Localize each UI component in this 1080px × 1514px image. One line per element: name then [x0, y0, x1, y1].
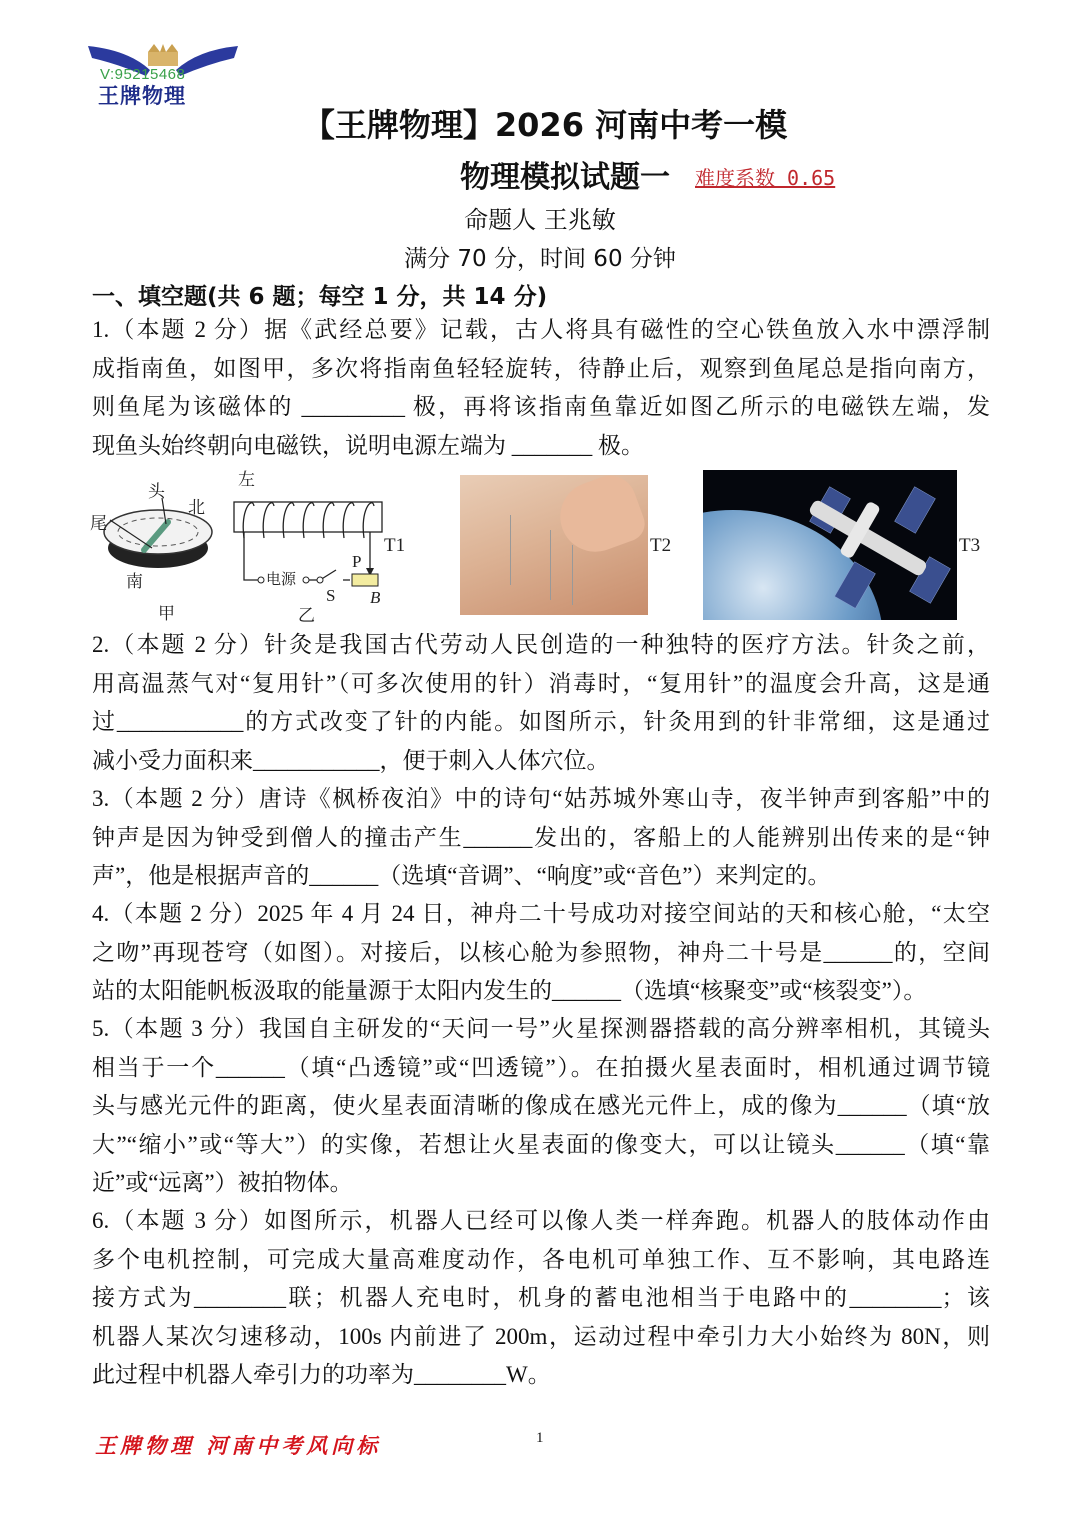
question-line: 用高温蒸气对“复用针”（可多次使用的针）消毒时，“复用针”的温度会升高，这是通 — [92, 670, 990, 696]
difficulty-label: 难度系数 0.65 — [695, 166, 836, 190]
label-t2: T2 — [650, 535, 672, 556]
label-t1: T1 — [384, 535, 406, 556]
label-s: S — [326, 586, 336, 605]
acupuncture-photo — [460, 475, 648, 615]
score-time-line: 满分 70 分，时间 60 分钟 — [404, 246, 676, 272]
figure-electromagnet — [228, 470, 418, 625]
question-line: 此过程中机器人牵引力的功率为________W。 — [92, 1362, 551, 1387]
question-line: 站的太阳能帆板汲取的能量源于太阳内发生的______（选填“核聚变”或“核裂变”）。 — [92, 978, 927, 1003]
section-heading: 一、填空题(共 6 题；每空 1 分，共 14 分) — [92, 284, 548, 310]
figure-compass — [88, 470, 228, 625]
logo-watermark: V:95215468 — [100, 66, 186, 83]
question-line: 2.（本题 2 分）针灸是我国古代劳动人民创造的一种独特的医疗方法。针灸之前， — [92, 632, 990, 657]
author-line: 命题人 王兆敏 — [464, 206, 616, 234]
station-icon — [703, 470, 957, 620]
page-number: 1 — [536, 1430, 544, 1446]
question-line: 5.（本题 3 分）我国自主研发的“天问一号”火星探测器搭载的高分辨率相机，其镜头 — [92, 1016, 990, 1041]
label-p: P — [352, 552, 362, 571]
question-5 — [92, 1010, 990, 1203]
label-left: 左 — [238, 470, 255, 489]
question-line: 1.（本题 2 分）据《武经总要》记载，古人将具有磁性的空心铁鱼放入水中漂浮制 — [92, 317, 990, 342]
question-line: 过___________的方式改变了针的内能。如图所示，针灸用到的针非常细，这是通过 — [92, 709, 990, 734]
question-line: 6.（本题 3 分）如图所示，机器人已经可以像人类一样奔跑。机器人的肢体动作由 — [92, 1208, 990, 1233]
question-4 — [92, 895, 990, 1011]
label-south: 南 — [126, 572, 143, 591]
question-line: 3.（本题 2 分）唐诗《枫桥夜泊》中的诗句“姑苏城外寒山寺，夜半钟声到客船”中的 — [92, 786, 990, 811]
question-line: 头与感光元件的距离，使火星表面清晰的像成在感光元件上，成的像为______（填“放 — [92, 1093, 990, 1118]
exam-title: 【王牌物理】2026 河南中考一模 — [302, 106, 788, 144]
exam-subtitle: 物理模拟试题一 — [460, 160, 670, 195]
question-line: 则鱼尾为该磁体的 _________ 极，再将该指南鱼靠近如图乙所示的电磁铁左端，发 — [92, 394, 990, 419]
question-line: 近”或“远离”）被拍物体。 — [92, 1170, 353, 1195]
question-line: 现鱼头始终朝向电磁铁，说明电源左端为 _______ 极。 — [92, 432, 644, 458]
question-3 — [92, 780, 990, 896]
footer-brand: 王牌物理 河南中考风向标 — [95, 1433, 382, 1458]
space-station-photo — [703, 470, 957, 620]
question-6 — [92, 1202, 990, 1395]
label-north: 北 — [188, 498, 205, 517]
logo-brand: 王牌物理 — [98, 84, 186, 108]
question-line: 机器人某次匀速移动，100s 内前进了 200m，运动过程中牵引力大小始终为 80N，则 — [92, 1323, 990, 1349]
question-line: 声”，他是根据声音的______（选填“音调”、“响度”或“音色”）来判定的。 — [92, 863, 831, 888]
question-line: 钟声是因为钟受到僧人的撞击产生______发出的，客船上的人能辨别出传来的是“钟 — [92, 824, 990, 850]
label-b: B — [370, 588, 381, 607]
label-head: 头 — [148, 482, 165, 501]
question-line: 接方式为________联；机器人充电时，机身的蓄电池相当于电路中的________；该 — [92, 1285, 990, 1310]
question-line: 成指南鱼，如图甲，多次将指南鱼轻轻旋转，待静止后，观察到鱼尾总是指向南方， — [92, 355, 990, 381]
question-line: 减小受力面积来___________，便于刺入人体穴位。 — [92, 747, 610, 773]
question-line: 4.（本题 2 分）2025 年 4 月 24 日，神舟二十号成功对接空间站的天和核心舱，“太空 — [92, 901, 990, 926]
label-t3: T3 — [959, 535, 981, 556]
label-tail: 尾 — [90, 514, 107, 533]
question-1 — [92, 311, 990, 465]
brand-logo — [88, 42, 238, 106]
caption-jia: 甲 — [158, 604, 175, 623]
question-line: 多个电机控制，可完成大量高难度动作，各电机可单独工作、互不影响，其电路连 — [92, 1246, 990, 1272]
question-line: 相当于一个______（填“凸透镜”或“凹透镜”）。在拍摄火星表面时，相机通过调节镜 — [92, 1054, 990, 1080]
question-2 — [92, 626, 990, 780]
question-line: 大”“缩小”或“等大”）的实像，若想让火星表面的像变大，可以让镜头______（填“靠 — [92, 1131, 990, 1157]
question-line: 之吻”再现苍穹（如图）。对接后，以核心舱为参照物，神舟二十号是______的，空间 — [92, 939, 990, 965]
label-power-source: 电源 — [266, 572, 297, 588]
caption-yi: 乙 — [298, 606, 315, 625]
